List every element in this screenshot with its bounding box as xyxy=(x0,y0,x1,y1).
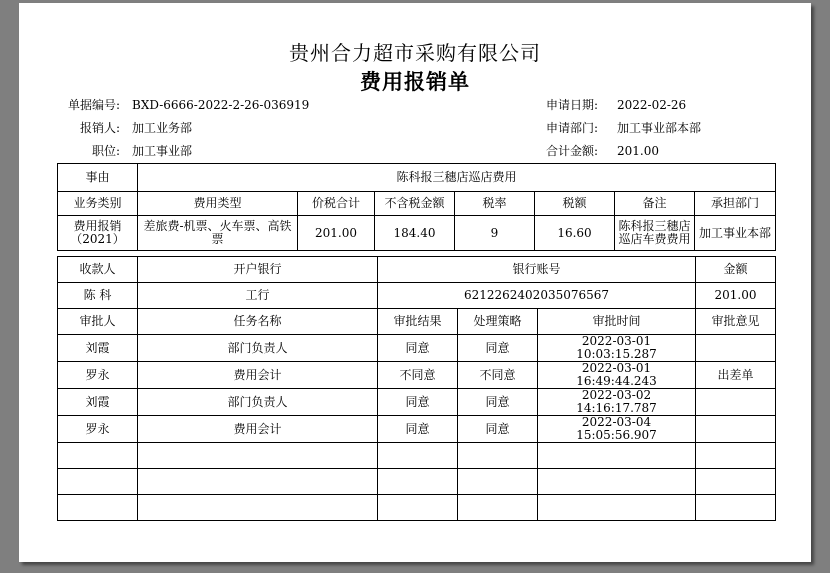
approval-row xyxy=(58,469,776,495)
position-field xyxy=(60,143,192,159)
column-header: 税率 xyxy=(455,192,535,216)
reason-label: 事由 xyxy=(58,164,138,192)
expense-header-row xyxy=(58,192,776,216)
approval-header-row xyxy=(58,309,776,335)
total-amount-value: 201.00 xyxy=(617,144,659,158)
approval-row xyxy=(58,495,776,521)
table-cell xyxy=(458,443,538,469)
column-header: 审批人 xyxy=(58,309,138,335)
column-header: 税额 xyxy=(535,192,615,216)
table-cell: 出差单 xyxy=(696,362,776,389)
table-cell xyxy=(458,469,538,495)
table-cell: 不同意 xyxy=(458,362,538,389)
column-header: 审批意见 xyxy=(696,309,776,335)
table-cell xyxy=(138,495,378,521)
table-cell: 刘霞 xyxy=(58,335,138,362)
table-cell xyxy=(696,443,776,469)
approval-row xyxy=(58,335,776,362)
approval-row xyxy=(58,416,776,443)
table-cell xyxy=(696,335,776,362)
apply-dept-value: 加工事业部本部 xyxy=(617,121,702,135)
applicant-value: 加工业务部 xyxy=(132,121,193,135)
column-header: 审批结果 xyxy=(378,309,458,335)
payee-account: 6212262402035076567 xyxy=(378,283,696,309)
apply-date-field xyxy=(546,97,686,113)
table-cell xyxy=(138,443,378,469)
approval-row xyxy=(58,362,776,389)
table-cell: 差旅费-机票、火车票、高铁票 xyxy=(138,216,298,251)
table-cell: 部门负责人 xyxy=(138,389,378,416)
table-cell xyxy=(378,443,458,469)
column-header: 开户银行 xyxy=(138,257,378,283)
approval-row xyxy=(58,443,776,469)
table-cell: 同意 xyxy=(378,389,458,416)
table-cell: 费用会计 xyxy=(138,416,378,443)
table-cell: 同意 xyxy=(378,335,458,362)
column-header: 处理策略 xyxy=(458,309,538,335)
position-value: 加工事业部 xyxy=(132,144,193,158)
table-cell: 2022-03-02 14:16:17.787 xyxy=(538,389,696,416)
column-header: 银行账号 xyxy=(378,257,696,283)
column-header: 金额 xyxy=(696,257,776,283)
table-cell: 部门负责人 xyxy=(138,335,378,362)
column-header: 价税合计 xyxy=(298,192,375,216)
doc-number-value: BXD-6666-2022-2-26-036919 xyxy=(132,98,310,112)
table-cell: 同意 xyxy=(458,335,538,362)
column-header: 审批时间 xyxy=(538,309,696,335)
table-cell: 9 xyxy=(455,216,535,251)
column-header: 任务名称 xyxy=(138,309,378,335)
total-amount-label: 合计金额: xyxy=(546,144,599,158)
column-header: 业务类别 xyxy=(58,192,138,216)
doc-number-field xyxy=(60,97,309,113)
doc-number-label: 单据编号: xyxy=(67,98,120,112)
column-header: 备注 xyxy=(615,192,695,216)
payee-approval-table xyxy=(57,256,776,521)
apply-dept-label: 申请部门: xyxy=(546,121,599,135)
table-cell xyxy=(378,469,458,495)
total-amount-field xyxy=(546,143,659,159)
table-cell: 罗永 xyxy=(58,362,138,389)
column-header: 不含税金额 xyxy=(375,192,455,216)
table-cell: 罗永 xyxy=(58,416,138,443)
reason-row xyxy=(58,164,776,192)
column-header: 承担部门 xyxy=(695,192,776,216)
payee-name: 陈 科 xyxy=(58,283,138,309)
reason-value: 陈科报三穗店巡店费用 xyxy=(138,164,776,192)
table-cell xyxy=(538,495,696,521)
table-cell: 费用会计 xyxy=(138,362,378,389)
table-cell: 刘霞 xyxy=(58,389,138,416)
table-cell xyxy=(58,443,138,469)
table-cell xyxy=(378,495,458,521)
column-header: 收款人 xyxy=(58,257,138,283)
column-header: 费用类型 xyxy=(138,192,298,216)
expense-table xyxy=(57,163,776,251)
company-name: 贵州合力超市采购有限公司 xyxy=(289,41,541,65)
table-cell: 同意 xyxy=(458,389,538,416)
applicant-field xyxy=(60,120,192,136)
table-row xyxy=(58,216,776,251)
table-cell xyxy=(696,416,776,443)
payee-header-row xyxy=(58,257,776,283)
table-cell: 2022-03-01 10:03:15.287 xyxy=(538,335,696,362)
document-title: 费用报销单 xyxy=(360,69,470,94)
table-cell: 同意 xyxy=(458,416,538,443)
table-cell xyxy=(138,469,378,495)
approval-row xyxy=(58,389,776,416)
table-cell: 不同意 xyxy=(378,362,458,389)
table-cell xyxy=(58,469,138,495)
table-cell: 费用报销（2021） xyxy=(58,216,138,251)
table-cell: 2022-03-01 16:49:44.243 xyxy=(538,362,696,389)
payee-amount: 201.00 xyxy=(696,283,776,309)
table-cell xyxy=(538,469,696,495)
table-cell xyxy=(696,389,776,416)
table-cell xyxy=(58,495,138,521)
payee-row xyxy=(58,283,776,309)
table-cell xyxy=(696,469,776,495)
table-cell: 184.40 xyxy=(375,216,455,251)
table-cell: 201.00 xyxy=(298,216,375,251)
table-cell: 2022-03-04 15:05:56.907 xyxy=(538,416,696,443)
apply-date-value: 2022-02-26 xyxy=(617,98,687,112)
applicant-label: 报销人: xyxy=(79,121,120,135)
apply-dept-field xyxy=(546,120,701,136)
table-cell: 加工事业本部 xyxy=(695,216,776,251)
apply-date-label: 申请日期: xyxy=(546,98,599,112)
payee-bank: 工行 xyxy=(138,283,378,309)
table-cell xyxy=(458,495,538,521)
table-cell xyxy=(696,495,776,521)
table-cell: 陈科报三穗店巡店车费费用 xyxy=(615,216,695,251)
table-cell xyxy=(538,443,696,469)
table-cell: 16.60 xyxy=(535,216,615,251)
table-cell: 同意 xyxy=(378,416,458,443)
position-label: 职位: xyxy=(91,144,120,158)
